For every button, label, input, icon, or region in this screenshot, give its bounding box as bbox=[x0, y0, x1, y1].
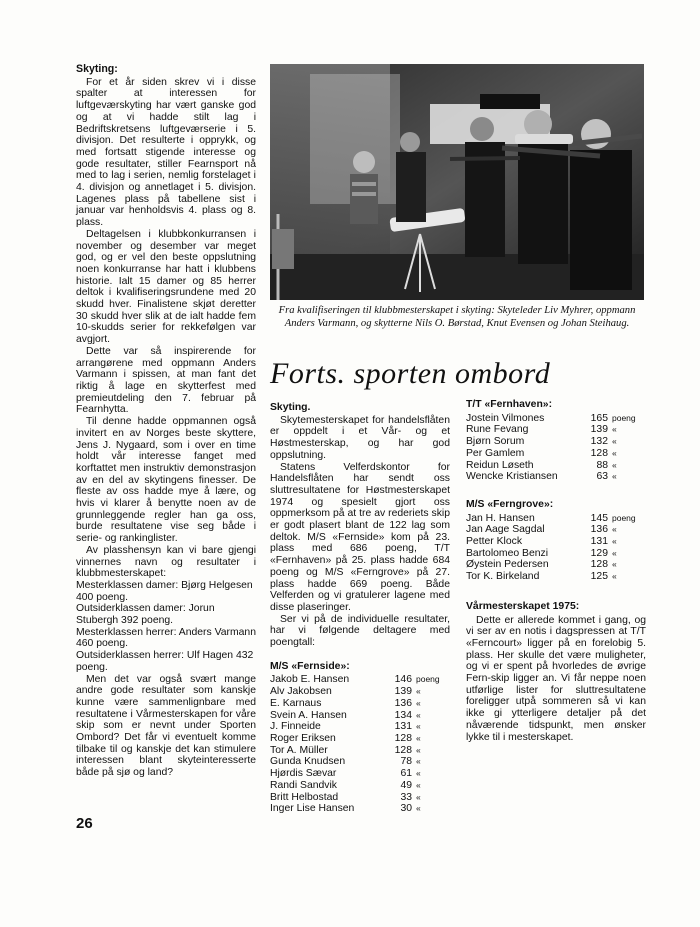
shooter-name: Jan Aage Sagdal bbox=[466, 524, 545, 536]
shooter-points: 145 bbox=[590, 512, 608, 524]
points-unit: « bbox=[416, 791, 421, 802]
shooter-name: Inger Lise Hansen bbox=[270, 803, 355, 815]
shooter-name: Bartolomeo Benzi bbox=[466, 547, 549, 559]
shooter-name: Petter Klock bbox=[466, 536, 523, 548]
shooting-photo bbox=[270, 64, 644, 300]
shooter-points: 131 bbox=[394, 721, 412, 733]
points-unit: « bbox=[612, 424, 617, 435]
score-table-ferngrove bbox=[466, 513, 646, 583]
shooter-name: Per Gamlem bbox=[466, 447, 525, 459]
paragraph: Skytemesterskapet for handelsflåten er oppdelt i et Vår- og et Høstmesterskap, og har god oppslutning. bbox=[270, 414, 450, 461]
table-row bbox=[270, 733, 450, 745]
points-unit: « bbox=[612, 459, 617, 470]
points-unit: « bbox=[416, 732, 421, 743]
table-row bbox=[466, 436, 646, 448]
shooter-points: 49 bbox=[400, 779, 412, 791]
table-row bbox=[466, 448, 646, 460]
points-unit: « bbox=[612, 559, 617, 570]
paragraph: Av plasshensyn kan vi bare gjengi vinnernes navn og resultater i klubbmesterskapet: bbox=[76, 544, 256, 580]
shooter-name: Tor A. Müller bbox=[270, 744, 328, 756]
table-row bbox=[466, 460, 646, 472]
left-column bbox=[76, 64, 256, 779]
table-row bbox=[466, 424, 646, 436]
table-row bbox=[466, 559, 646, 571]
paragraph: Til denne hadde oppmannen også invitert en av Norges beste skyttere, Jens J. Nygaard, som i over en time holdt vår interesse fanget med korftattet men instruktiv demonstrasjon av en del av skytingens finesser. De fleste av oss hadde mye å lære, og hvis vi klarer å benytte noen av de grunnleggende regler han ga oss, burde resultatene vise seg både i serie- og rankinglister. bbox=[76, 416, 256, 545]
shooter-points: 88 bbox=[596, 459, 608, 471]
shooter-points: 78 bbox=[400, 756, 412, 768]
points-unit: « bbox=[416, 744, 421, 755]
shooter-points: 134 bbox=[394, 709, 412, 721]
page-number: 26 bbox=[76, 815, 93, 832]
points-unit: « bbox=[416, 721, 421, 732]
paragraph: Deltagelsen i klubbkonkurransen i november og desember var meget god, og er vel den beste oppslutning noen konkurranse har hatt i klubbens historie. Ialt 15 damer og 85 herrer deltok i kvalifiseringsrundene med 20 skudd hver. Finalistene skjøt deretter 30 skudd hver slik at de ialt hadde fem 10-skudds serier for rekkefølgen var avgjort. bbox=[76, 228, 256, 346]
table-row bbox=[270, 756, 450, 768]
result-line: Mesterklassen damer: Bjørg Helgesen 400 poeng. bbox=[76, 579, 253, 603]
table-row bbox=[466, 471, 646, 483]
paragraph: Dette var så inspirerende for arrangørene med oppmann Anders Varmann i spissen, at man fant det riktig å lage en skytterfest med premieutdeling den 7. februar på Fearnhytta. bbox=[76, 345, 256, 416]
points-unit: poeng bbox=[416, 674, 440, 685]
shooter-points: 136 bbox=[590, 524, 608, 536]
table-row bbox=[270, 780, 450, 792]
right-column bbox=[466, 399, 646, 743]
table-row bbox=[270, 674, 450, 686]
table-row bbox=[466, 524, 646, 536]
points-unit: « bbox=[612, 471, 617, 482]
paragraph: Ser vi på de individuelle resultater, har vi følgende deltagere med poengtall: bbox=[270, 613, 450, 649]
shooter-points: 132 bbox=[590, 436, 608, 448]
result-line: Mesterklassen herrer: Anders Varmann 460 poeng. bbox=[76, 626, 256, 650]
shooter-name: Jan H. Hansen bbox=[466, 512, 535, 524]
shooter-points: 30 bbox=[400, 803, 412, 815]
table-row bbox=[466, 571, 646, 583]
shooter-points: 131 bbox=[590, 536, 608, 548]
table-row bbox=[466, 548, 646, 560]
section-heading: Skyting. bbox=[270, 402, 311, 413]
team-title-fernhaven: T/T «Fernhaven»: bbox=[466, 399, 553, 410]
shooter-name: Alv Jakobsen bbox=[270, 686, 332, 698]
page-title: Forts. sporten ombord bbox=[270, 357, 551, 390]
score-table-fernside bbox=[270, 674, 450, 814]
table-row bbox=[270, 698, 450, 710]
shooter-points: 128 bbox=[590, 559, 608, 571]
shooter-name: Britt Helbostad bbox=[270, 791, 339, 803]
table-row bbox=[270, 792, 450, 804]
shooter-points: 139 bbox=[394, 686, 412, 698]
team-title-ferngrove: M/S «Ferngrove»: bbox=[466, 498, 554, 510]
shooter-name: Wencke Kristiansen bbox=[466, 471, 558, 483]
middle-column bbox=[270, 402, 450, 815]
paragraph: Statens Velferdskontor for Handelsflåten har sendt oss sluttresultatene for Høstmesterskapet 1974 og spesielt gjort oss oppmerksom på at tre av rederiets skip er godt plasert blant de 122 lag som deltok. M/S «Fernside» kom på 23. plass med 686 poeng, T/T «Fernhaven» på 25. plass hadde 684 poeng og M/S «Ferngrove» på 27. plass hadde 669 poeng. Både Velferden og vi gratulerer lagene med disse plaseringer. bbox=[270, 461, 450, 613]
table-row bbox=[270, 721, 450, 733]
points-unit: « bbox=[612, 436, 617, 447]
points-unit: poeng bbox=[612, 512, 636, 523]
shooter-points: 139 bbox=[590, 424, 608, 436]
shooter-points: 136 bbox=[394, 697, 412, 709]
points-unit: « bbox=[416, 697, 421, 708]
points-unit: « bbox=[416, 709, 421, 720]
table-row bbox=[466, 513, 646, 525]
shooter-points: 146 bbox=[394, 674, 412, 686]
points-unit: « bbox=[612, 536, 617, 547]
points-unit: « bbox=[612, 571, 617, 582]
shooting-photo-image bbox=[270, 64, 644, 300]
points-unit: « bbox=[612, 447, 617, 458]
team-title-fernside: M/S «Fernside»: bbox=[270, 660, 350, 672]
table-row bbox=[270, 710, 450, 722]
shooter-name: Øystein Pedersen bbox=[466, 559, 549, 571]
shooter-points: 63 bbox=[596, 471, 608, 483]
points-unit: « bbox=[612, 524, 617, 535]
shooter-points: 128 bbox=[394, 744, 412, 756]
paragraph: Men det var også svært mange andre gode resultater som kanskje kunne være sammenlignbare med resultatene i Vårmesterskapen for våre skip som er nevnt under Sporten Ombord? Det får vi eventuelt komme tilbake til og kanskje det kan stimulere interessen blant skyteinteresserte både på sjø og land? bbox=[76, 673, 256, 779]
shooter-points: 61 bbox=[400, 768, 412, 780]
shooter-points: 33 bbox=[400, 791, 412, 803]
shooter-points: 129 bbox=[590, 547, 608, 559]
shooter-points: 165 bbox=[590, 412, 608, 424]
shooter-points: 128 bbox=[590, 447, 608, 459]
score-table-fernhaven bbox=[466, 413, 646, 483]
shooter-name: J. Finneide bbox=[270, 721, 321, 733]
table-row bbox=[270, 768, 450, 780]
table-row bbox=[270, 686, 450, 698]
shooter-name: Bjørn Sorum bbox=[466, 436, 525, 448]
points-unit: poeng bbox=[612, 412, 636, 423]
shooter-points: 125 bbox=[590, 571, 608, 583]
result-line: Outsiderklassen damer: Jorun Stubergh 392 poeng. bbox=[76, 603, 215, 627]
shooter-name: Jakob E. Hansen bbox=[270, 674, 350, 686]
table-row bbox=[270, 803, 450, 815]
shooter-name: E. Karnaus bbox=[270, 697, 322, 709]
shooter-name: Reidun Løseth bbox=[466, 459, 534, 471]
paragraph: For et år siden skrev vi i disse spalter at interessen for luftgeværskyting har vært ganske god og at vi hadde stilt lag i Bedriftskretsens luftgeværserie i 5. divisjon. Det resulterte i opprykk, og med fortsatt stigende interesse og gode resultater, stiller Fearnsport nå med to lag i serien, nemlig forstelaget i 4. divisjon og annetlaget i 5. divisjon. Lagenes plass på tabellene sist i januar var henholdsvis 4. plass og 8. plass. bbox=[76, 76, 256, 229]
result-line: Outsiderklassen herrer: Ulf Hagen 432 poeng. bbox=[76, 650, 254, 673]
shooter-name: Rune Fevang bbox=[466, 424, 529, 436]
table-row bbox=[466, 413, 646, 425]
section-heading: Vårmesterskapet 1975: bbox=[466, 600, 580, 612]
photo-caption: Fra kvalifiseringen til klubbmesterskapet i skyting: Skyteleder Liv Myhrer, oppmann Anders Varmann, og skytterne Nils O. Børstad, Knut Evensen og Johan Steihaug. bbox=[278, 305, 636, 329]
paragraph: Dette er allerede kommet i gang, og vi ser av en notis i dagspressen at T/T «Ferncourt» ligger på en forelobig 5. plass. Her skulle det være muligheter, og vi er spent på hvorledes de øvrige Fern-skip ligger an. Vi får neppe noen utførlige lister for sluttresultatene foreligger utpå sommeren så vi kan ikke gi ytterligere detaljer på det nåværende tidspunkt, men ønsker lykke til i mesterskapet. bbox=[466, 614, 646, 743]
points-unit: « bbox=[416, 779, 421, 790]
shooter-name: Jostein Vilmones bbox=[466, 412, 545, 424]
points-unit: « bbox=[416, 686, 421, 697]
table-row bbox=[466, 536, 646, 548]
points-unit: « bbox=[416, 768, 421, 779]
table-row bbox=[270, 745, 450, 757]
shooter-name: Hjørdis Sævar bbox=[270, 768, 337, 780]
section-heading: Skyting: bbox=[76, 63, 118, 75]
shooter-name: Randi Sandvik bbox=[270, 779, 338, 791]
shooter-points: 128 bbox=[394, 732, 412, 744]
shooter-name: Roger Eriksen bbox=[270, 732, 336, 744]
shooter-name: Tor K. Birkeland bbox=[466, 571, 540, 583]
points-unit: « bbox=[416, 803, 421, 814]
shooter-name: Svein A. Hansen bbox=[270, 709, 347, 721]
points-unit: « bbox=[612, 547, 617, 558]
points-unit: « bbox=[416, 756, 421, 767]
shooter-name: Gunda Knudsen bbox=[270, 756, 346, 768]
